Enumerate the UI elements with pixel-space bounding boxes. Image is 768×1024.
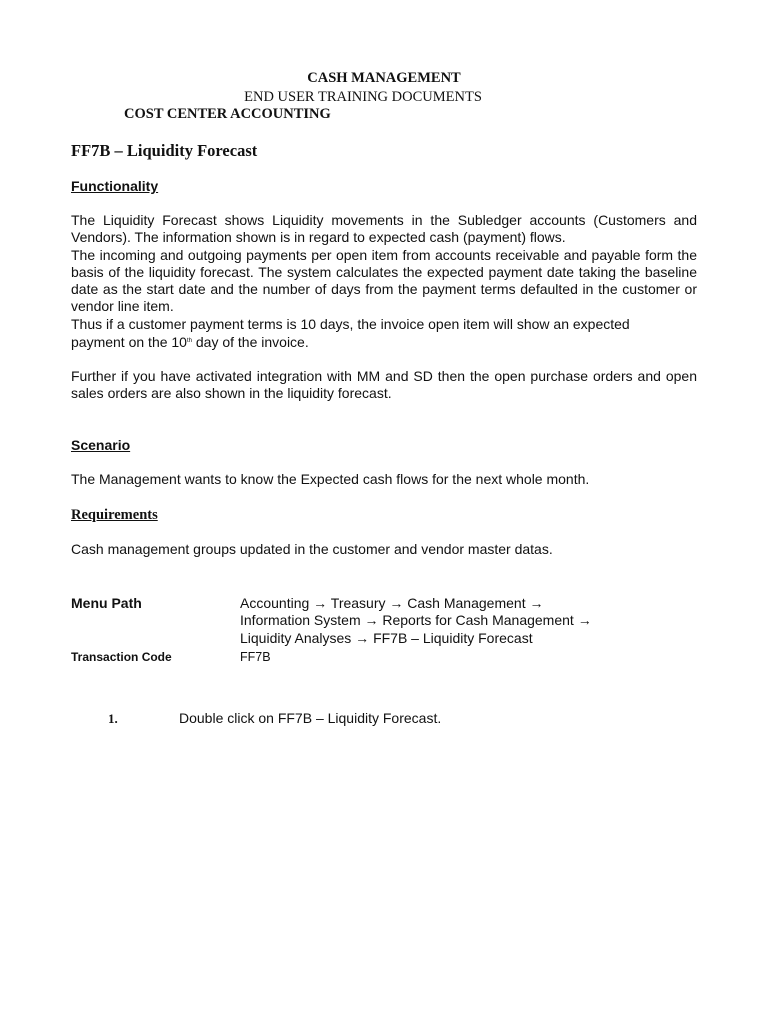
- transaction-code-label: Transaction Code: [71, 650, 172, 664]
- menu-path-line-1: Accounting → Treasury → Cash Management →: [240, 595, 544, 611]
- step-text: Double click on FF7B – Liquidity Forecast.: [179, 710, 442, 726]
- functionality-paragraph-3-prefix: payment on the 10: [71, 334, 187, 351]
- functionality-body: [71, 212, 697, 351]
- requirements-text: Cash management groups updated in the customer and vendor master datas.: [71, 541, 553, 557]
- menu-path-line-3: Liquidity Analyses → FF7B – Liquidity Forecast: [240, 629, 533, 646]
- functionality-paragraph-1: The Liquidity Forecast shows Liquidity movements in the Subledger accounts (Customers and Vendors). The information shown is in regard to expected cash (payment) flows.: [71, 212, 697, 246]
- menu-path-value: [240, 595, 592, 647]
- requirements-heading: Requirements: [71, 507, 158, 523]
- page-title: FF7B – Liquidity Forecast: [71, 141, 258, 160]
- functionality-paragraph-3: [71, 316, 697, 352]
- menu-path-line-2: Information System → Reports for Cash Management →: [240, 612, 592, 629]
- functionality-paragraph-3-suffix: day of the invoice.: [192, 334, 309, 351]
- ordinal-suffix: th: [186, 338, 192, 345]
- scenario-heading: Scenario: [71, 437, 131, 453]
- scenario-text: The Management wants to know the Expected cash flows for the next whole month.: [71, 471, 590, 487]
- transaction-code-value: FF7B: [240, 650, 271, 664]
- integration-paragraph: Further if you have activated integration with MM and SD then the open purchase orders and open sales orders are also shown in the liquidity forecast.: [71, 368, 697, 402]
- functionality-heading: Functionality: [71, 178, 159, 194]
- functionality-paragraph-2: The incoming and outgoing payments per open item from accounts receivable and payable form the basis of the liquidity forecast. The system calculates the expected payment date taking the baseline date as the start date and the number of days from the payment terms defaulted in the customer or vendor line item.: [71, 246, 697, 315]
- step-number: 1.: [108, 711, 118, 726]
- doc-header-subtitle: END USER TRAINING DOCUMENTS: [244, 89, 482, 105]
- doc-header-title: CASH MANAGEMENT: [307, 70, 461, 86]
- functionality-paragraph-3-line1: Thus if a customer payment terms is 10 days, the invoice open item will show an expected: [71, 315, 630, 332]
- doc-header-module: COST CENTER ACCOUNTING: [124, 106, 331, 122]
- menu-path-label: Menu Path: [71, 595, 142, 611]
